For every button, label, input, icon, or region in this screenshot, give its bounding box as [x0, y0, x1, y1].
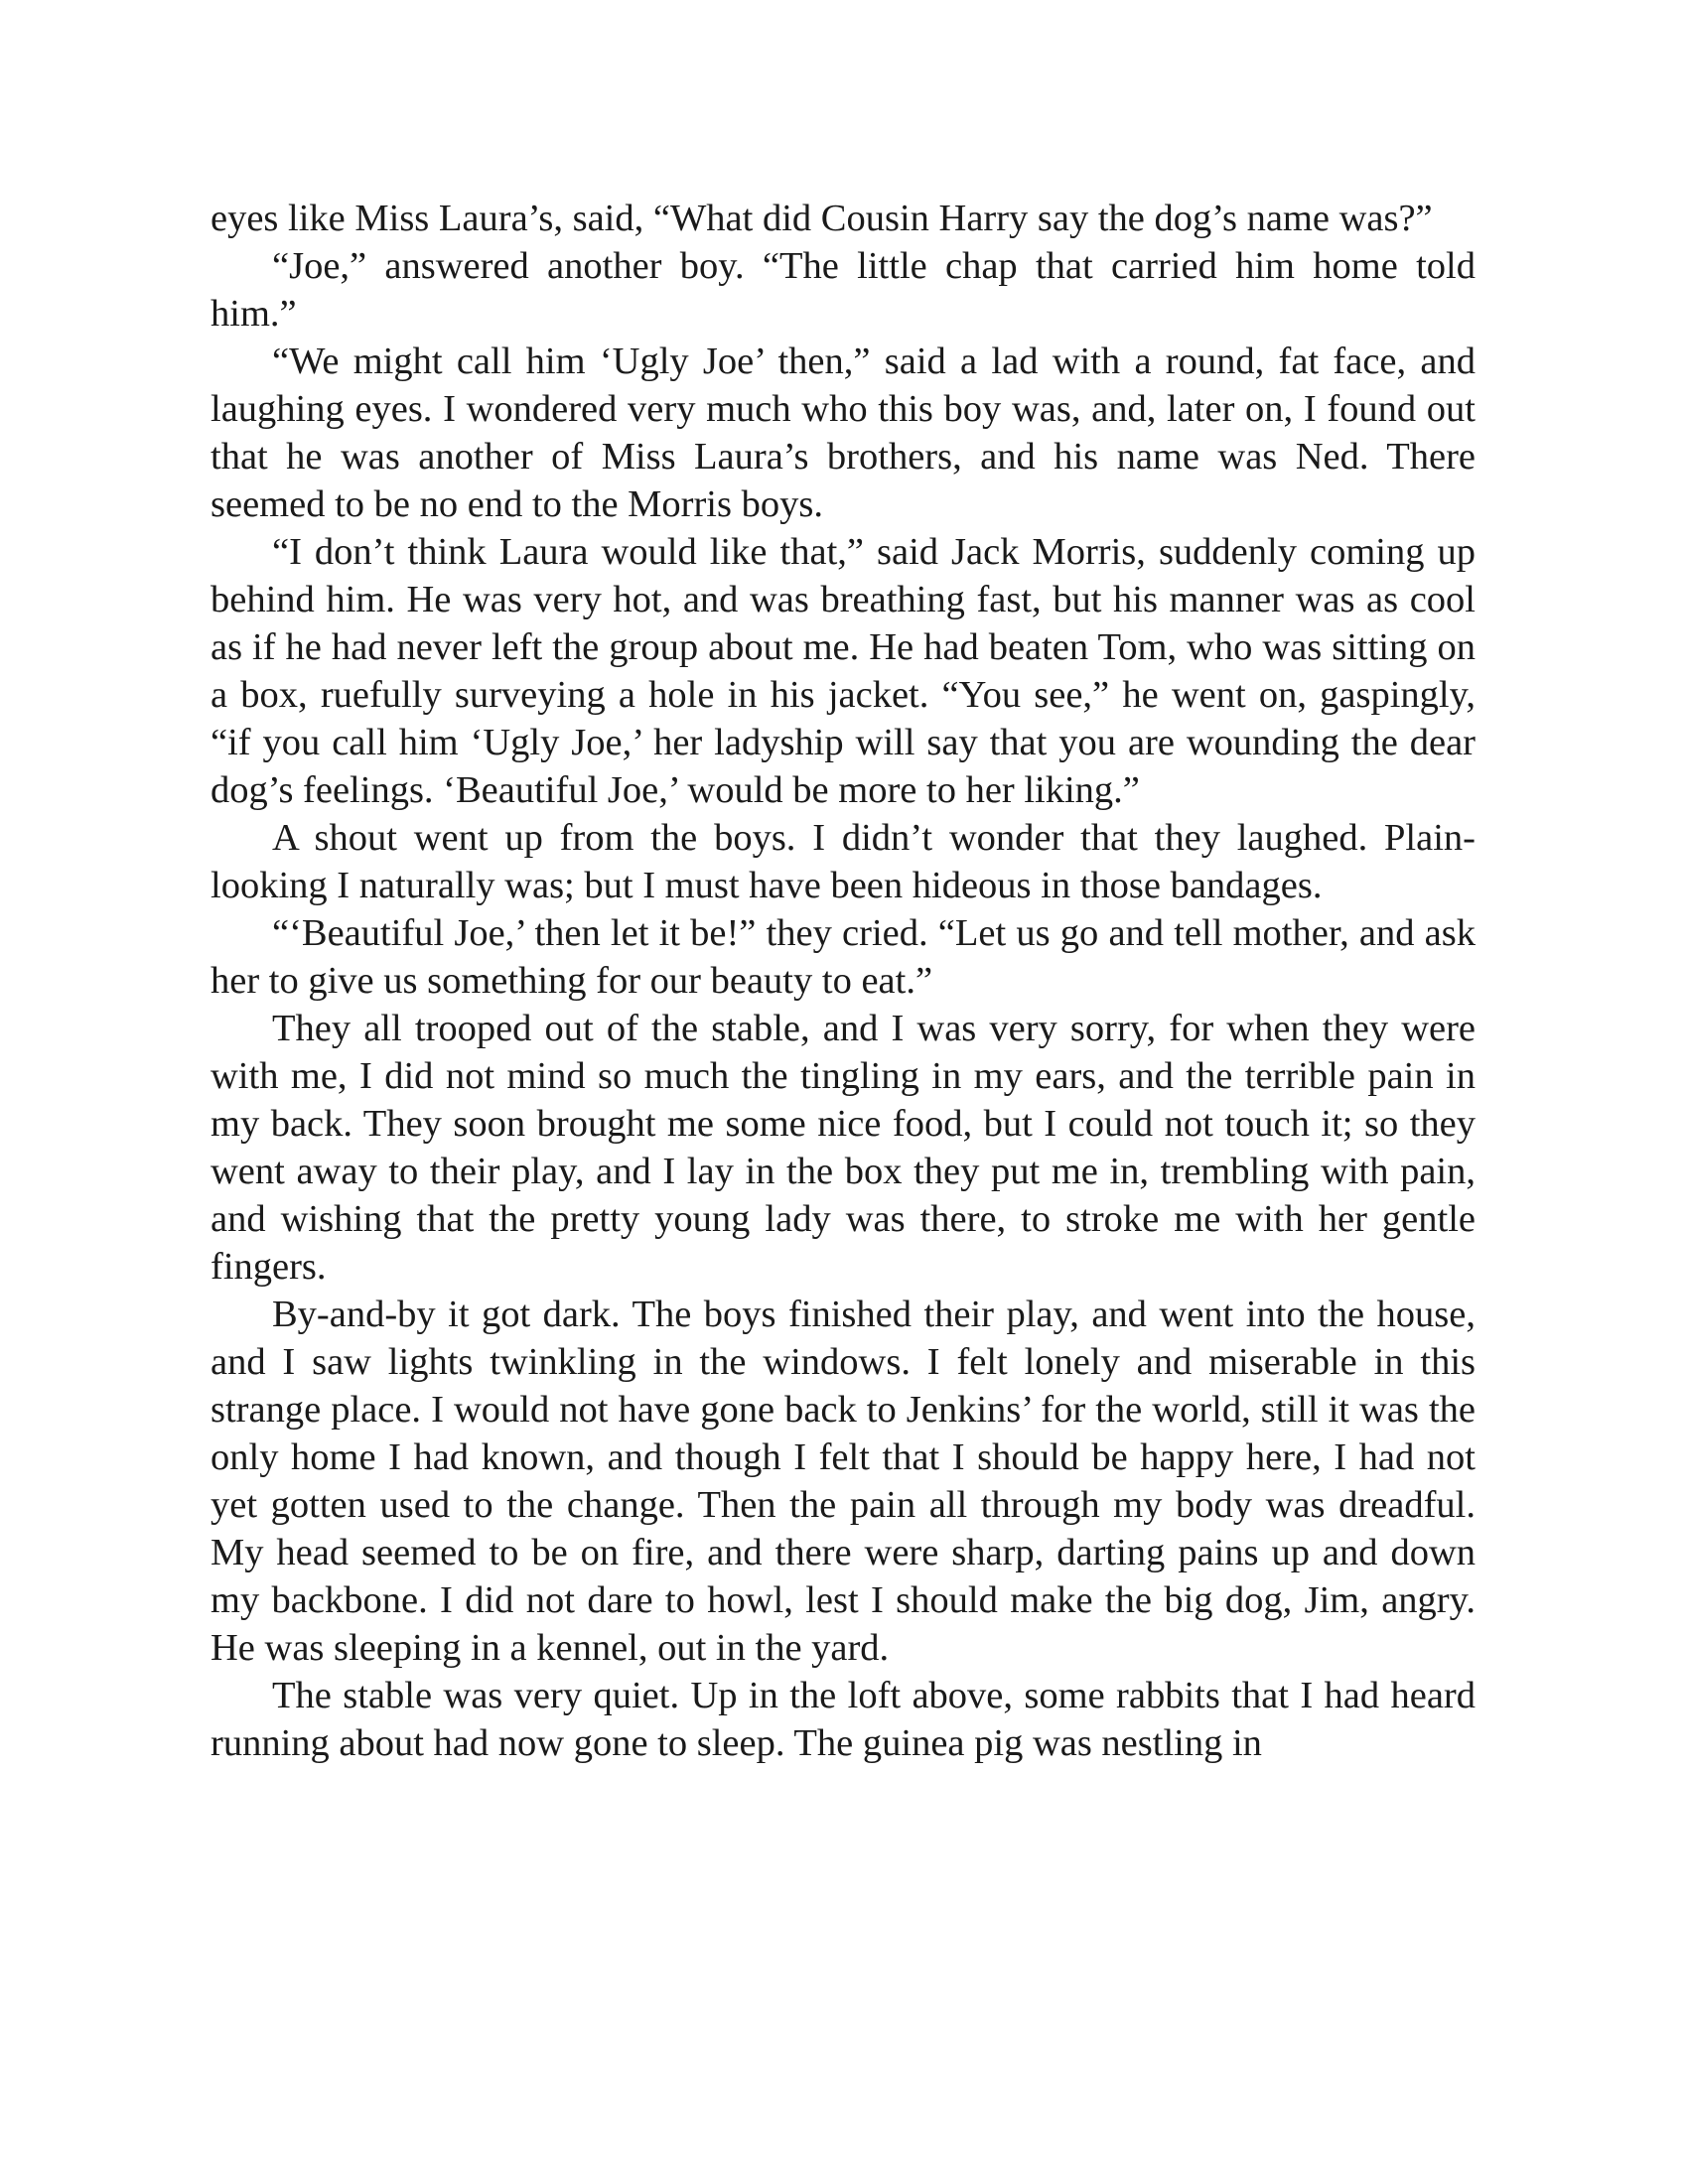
paragraph-7: They all trooped out of the stable, and I was very sorry, for when they were with me, I did not mind so much the tingling in my ears, and the terrible pain in my back. They soon brought me some nice food, but I could not touch it; so they went away to their play, and I lay in the box they put me in, trembling with pain, and wishing that the pretty young lady was there, to stroke me with her gentle fingers.: [211, 1008, 1476, 1288]
paragraph-8: By-and-by it got dark. The boys finished their play, and went into the house, and I saw lights twinkling in the windows. I felt lonely and miserable in this strange place. I would not have gone back to Jenkins’ for the world, still it was the only home I had known, and though I felt that I should be happy here, I had not yet gotten used to the change. Then the pain all through my body was dreadful. My head seemed to be on fire, and there were sharp, darting pains up and down my backbone. I did not dare to howl, lest I should make the big dog, Jim, angry. He was sleeping in a kennel, out in the yard.: [211, 1294, 1476, 1669]
paragraph-5: A shout went up from the boys. I didn’t wonder that they laughed. Plain-looking I naturally was; but I must have been hideous in those bandages.: [211, 817, 1476, 906]
paragraph-3: “We might call him ‘Ugly Joe’ then,” said a lad with a round, fat face, and laughing eyes. I wondered very much who this boy was, and, later on, I found out that he was another of Miss Laura’s brothers, and his name was Ned. There seemed to be no end to the Morris boys.: [211, 341, 1476, 525]
paragraph-9: The stable was very quiet. Up in the loft above, some rabbits that I had heard running about had now gone to sleep. The guinea pig was nestling in: [211, 1675, 1476, 1764]
paragraph-4: “I don’t think Laura would like that,” said Jack Morris, suddenly coming up behind him. He was very hot, and was breathing fast, but his manner was as cool as if he had never left the group about me. He had beaten Tom, who was sitting on a box, ruefully surveying a hole in his jacket. “You see,” he went on, gaspingly, “if you call him ‘Ugly Joe,’ her ladyship will say that you are wounding the dear dog’s feelings. ‘Beautiful Joe,’ would be more to her liking.”: [211, 531, 1476, 811]
paragraph-1: eyes like Miss Laura’s, said, “What did Cousin Harry say the dog’s name was?”: [211, 198, 1433, 239]
page-body: [211, 195, 1476, 1767]
paragraph-2: “Joe,” answered another boy. “The little chap that carried him home told him.”: [211, 245, 1476, 335]
paragraph-6: “‘Beautiful Joe,’ then let it be!” they cried. “Let us go and tell mother, and ask her to give us something for our beauty to eat.”: [211, 912, 1476, 1002]
